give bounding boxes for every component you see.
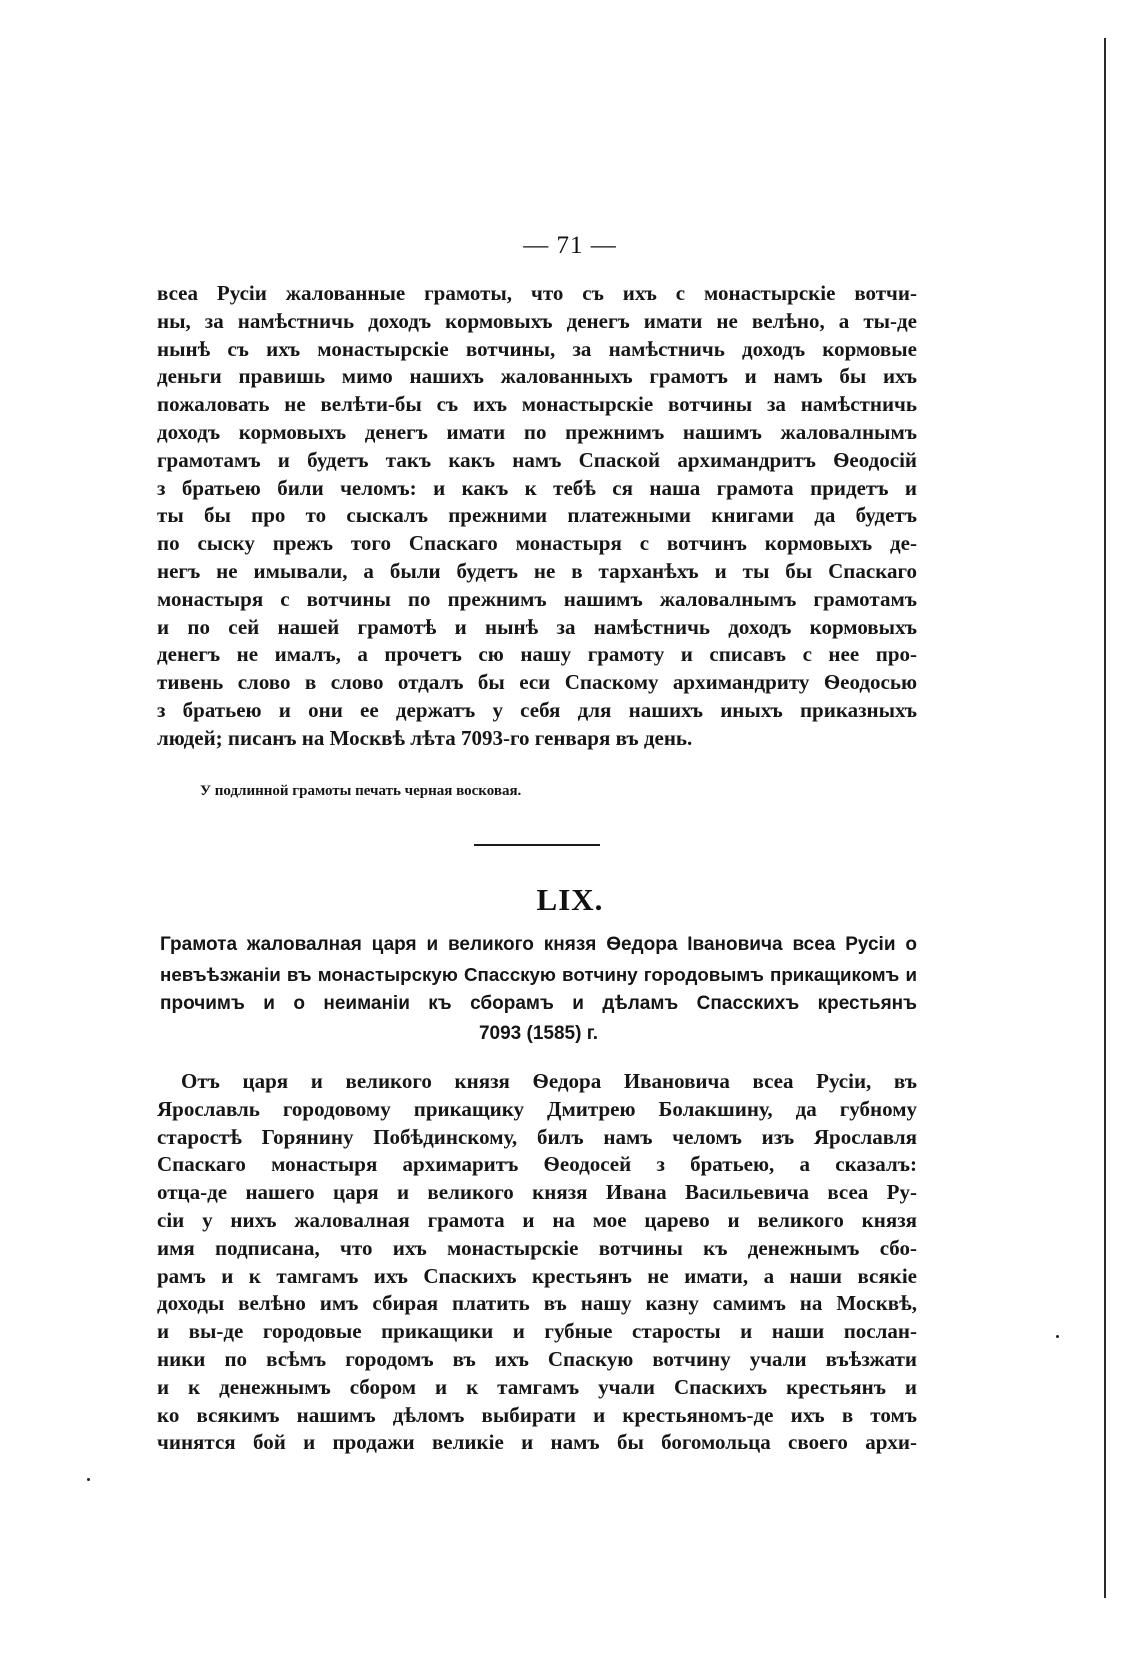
text-line: старостѣ Горянину Побѣдинскому, билъ намъ челомъ изъ Ярославля (157, 1124, 917, 1149)
document-text-block (157, 1068, 917, 1457)
text-line: грамотамъ и будетъ такъ какъ намъ Спаской архимандритъ Ѳеодосiй (157, 447, 917, 472)
text-line: негъ не имывали, а были будетъ не в тарханѣхъ и ты бы Спаскаго (157, 558, 917, 583)
heading-line: прочимъ и о неиманiи къ сборамъ и дѣламъ Спасскихъ крестьянъ (160, 993, 917, 1014)
text-line: Отъ царя и великого князя Ѳедора Ивановича всеа Русiи, въ (181, 1069, 917, 1093)
section-heading (160, 930, 917, 1048)
section-separator (474, 844, 600, 846)
text-line: деньги правишь мимо нашихъ жалованныхъ грамотъ и намъ бы ихъ (157, 364, 917, 389)
text-line: ты бы про то сыскалъ прежними платежными книгами да будетъ (157, 503, 917, 528)
text-line: чинятся бой и продажи великiе и намъ бы богомольца своего архи- (157, 1430, 917, 1455)
text-line: доходъ кормовыхъ денегъ имати по прежнимъ нашимъ жаловалнымъ (157, 419, 917, 444)
section-number: LIX. (536, 882, 604, 917)
heading-line: Грамота жаловалная царя и великого князя Ѳедора Iвановича всеа Русiи о (160, 934, 917, 955)
text-line: и к денежнымъ сбором и к тамгамъ учали Спаскихъ крестьянъ и (157, 1374, 917, 1399)
heading-line: 7093 (1585) г. (478, 1022, 599, 1044)
page-number: — 71 — (523, 232, 617, 259)
page-edge-line (1104, 38, 1106, 1598)
text-line: пожаловать не велѣти-бы съ ихъ монастырскiе вотчины за намѣстничь (157, 392, 917, 417)
text-line: имя подписана, что ихъ монастырскiе вотчины къ денежнымъ сбо- (157, 1235, 917, 1260)
text-line: доходы велѣно имъ сбирая платить въ нашу казну самимъ на Москвѣ, (157, 1291, 917, 1316)
ink-speck (1056, 1335, 1059, 1338)
text-line: людей; писанъ на Москвѣ лѣта 7093-го генваря въ день. (157, 725, 693, 750)
heading-line: невъѣзжанiи въ монастырскую Спасскую вотчину городовымъ прикащикомъ и (160, 963, 917, 985)
text-line: и вы-де городовые прикащики и губные старосты и наши послан- (157, 1319, 917, 1344)
text-line: всеа Русiи жалованные грамоты, что съ ихъ с монастырскiе вотчи- (157, 281, 917, 305)
text-line: сiи у нихъ жаловалная грамота и на мое царево и великого князя (157, 1207, 917, 1232)
seal-note: У подлинной грамоты печать черная восковая. (200, 783, 522, 799)
text-line: отца-де нашего царя и великого князя Ивана Васильевича всеа Ру- (157, 1180, 917, 1205)
text-line: монастыря с вотчины по прежнимъ нашимъ жаловалнымъ грамотамъ (157, 586, 917, 611)
text-line: и по сей нашей грамотѣ и нынѣ за намѣстничь доходъ кормовыхъ (157, 614, 917, 639)
text-line: ко всякимъ нашимъ дѣломъ выбирати и крестьяномъ-де ихъ в томъ (157, 1402, 917, 1427)
text-line: рамъ и к тамгамъ ихъ Спаскихъ крестьянъ не имати, а наши всякiе (157, 1263, 917, 1288)
text-line: з братьею били челомъ: и какъ к тебѣ ся наша грамота придетъ и (157, 475, 917, 500)
text-line: Ярославль городовому прикащику Дмитрею Болакшину, да губному (157, 1096, 917, 1121)
text-line: тивень слово в слово отдалъ бы еси Спаскому архимандриту Ѳеодосью (157, 670, 917, 695)
text-line: з братьею и они ее держатъ у себя для нашихъ иныхъ приказныхъ (157, 697, 917, 722)
text-line: ны, за намѣстничь доходъ кормовыхъ денегъ имати не велѣно, а ты-де (157, 308, 917, 333)
text-line: денегъ не ималъ, а прочетъ сю нашу грамоту и списавъ с нее про- (157, 642, 917, 667)
text-line: нынѣ съ ихъ монастырскiе вотчины, за намѣстничь доходъ кормовые (157, 336, 917, 361)
text-line: по сыску прежъ того Спаскаго монастыря с вотчинъ кормовыхъ де- (157, 531, 917, 556)
text-line: ники по всѣмъ городомъ въ ихъ Спаскую вотчину учали въѣзжати (157, 1346, 917, 1371)
text-line: Спаскаго монастыря архимаритъ Ѳеодосей з братьею, а сказалъ: (157, 1152, 917, 1177)
ink-speck (87, 1478, 90, 1481)
top-text-block (157, 280, 917, 753)
